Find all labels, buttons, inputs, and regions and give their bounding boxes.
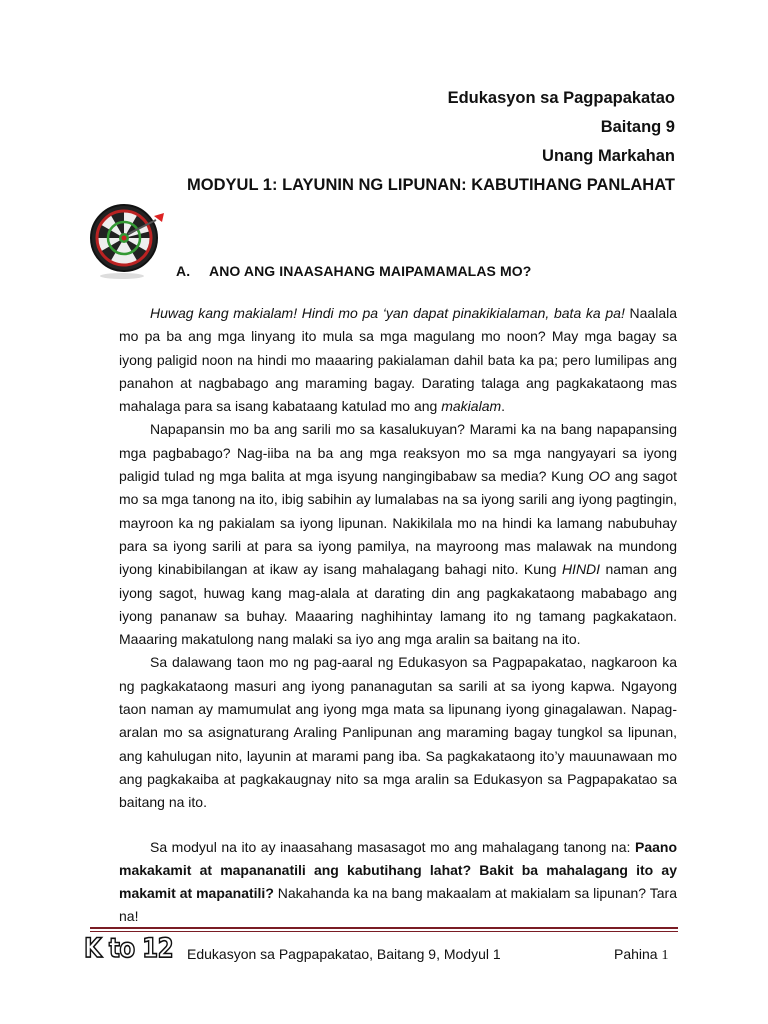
section-title-text: ANO ANG INAASAHANG MAIPAMAMALAS MO? [209,263,532,279]
italic-hindi: HINDI [561,561,601,578]
paragraph-2-part-c: naman ang iyong sagot, huwag kang mag-alala at darating din ang pagkakataong mababago ang iyong pananaw sa buhay. Maaaring naghihintay lamang ito ng tamang pagkakataon. Maaaring makatulong nang malaki sa iyo ang mga aralin sa baitang na ito. [119,561,677,648]
quarter-label: Unang Markahan [542,147,675,165]
paragraph-4-part-a: Sa modyul na ito ay inaasahang masasagot mo ang mahalagang tanong na: [150,838,635,855]
paragraph-4-part-b: Nakahanda ka na bang makaalam at makialam sa lipunan? Tara na! [119,885,677,925]
module-title: MODYUL 1: LAYUNIN NG LIPUNAN: KABUTIHANG PANLAHAT [187,176,675,194]
paragraph-1 [119,302,677,418]
k-to-12-logo: K to 12 [84,934,174,964]
document-header [187,84,675,200]
italic-oo: OO [588,468,611,485]
paragraph-2 [119,418,677,651]
footer-rule-thin [90,931,678,932]
page-label: Pahina [614,946,662,962]
paragraph-1-text: Naalala mo pa ba ang mga linyang ito mula sa mga magulang mo noon? May mga bagay sa iyong paligid noon na hindi mo maaaring pakialaman dahil bata ka pa; pero lumilipas ang panahon at nagbabago ang maraming bagay. Darating talaga ang pagkakataong mas mahalaga para sa isang kabataang katulad mo ang [119,305,677,415]
paragraph-1-end: . [501,398,506,415]
italic-quote: Huwag kang makialam! Hindi mo pa ‘yan dapat pinakikialaman, bata ka pa! [150,305,625,321]
italic-word: makialam [441,398,502,415]
paragraph-4 [119,836,677,929]
section-heading [176,263,531,279]
paragraph-2-part-a: Napapansin mo ba ang sarili mo sa kasalukuyan? Marami ka na bang napapansing mga pagbabago? Nag-iiba na ba ang mga reaksyon mo sa mga nangyayari sa iyong paligid tulad ng mga balita at mga isyung nangingibabaw sa media? Kung [119,421,677,485]
page-number [614,946,668,964]
subject-title: Edukasyon sa Pagpapakatao [447,89,675,107]
footer-title: Edukasyon sa Pagpapakatao, Baitang 9, Modyul 1 [187,946,501,962]
page-number-value: 1 [661,948,669,963]
key-question: Paano makakamit at mapananatili ang kabutihang lahat? Bakit ba mahalagang ito ay makamit at mapanatili? [119,838,677,902]
footer-rule [90,927,678,929]
section-letter: A. [176,263,191,279]
grade-level: Baitang 9 [600,118,675,136]
dartboard-icon [88,200,168,280]
paragraph-2-part-b: ang sagot mo sa mga tanong na ito, ibig sabihin ay lumalabas na sa iyong sarili ang iyong pagtingin, mayroon ka ng pakialam sa iyong lipunan. Nakikilala mo na hindi ka lamang nabubuhay para sa iyong sarili at para sa iyong pamilya, na mayroong mas malawak na mundong iyong kinabibilangan at ikaw ay isang mahalagang bahagi nito. Kung [119,468,677,578]
body-text [119,302,677,929]
paragraph-3: Sa dalawang taon mo ng pag-aaral ng Edukasyon sa Pagpapakatao, nagkaroon ka ng pagkakataong masuri ang iyong pananagutan sa sarili at sa iyong kapwa. Ngayong taon naman ay mamumulat ang iyong mga mata sa lipunang iyong ginagalawan. Napag-aralan mo sa asignaturang Araling Panlipunan ang maraming bagay tungkol sa lipunan, ang kahulugan nito, layunin at marami pang iba. Sa pagkakataong ito’y mauunawaan mo ang pagkakaiba at pagkakaugnay nito sa mga aralin sa Edukasyon sa Pagpapakatao sa baitang na ito. [119,654,677,811]
